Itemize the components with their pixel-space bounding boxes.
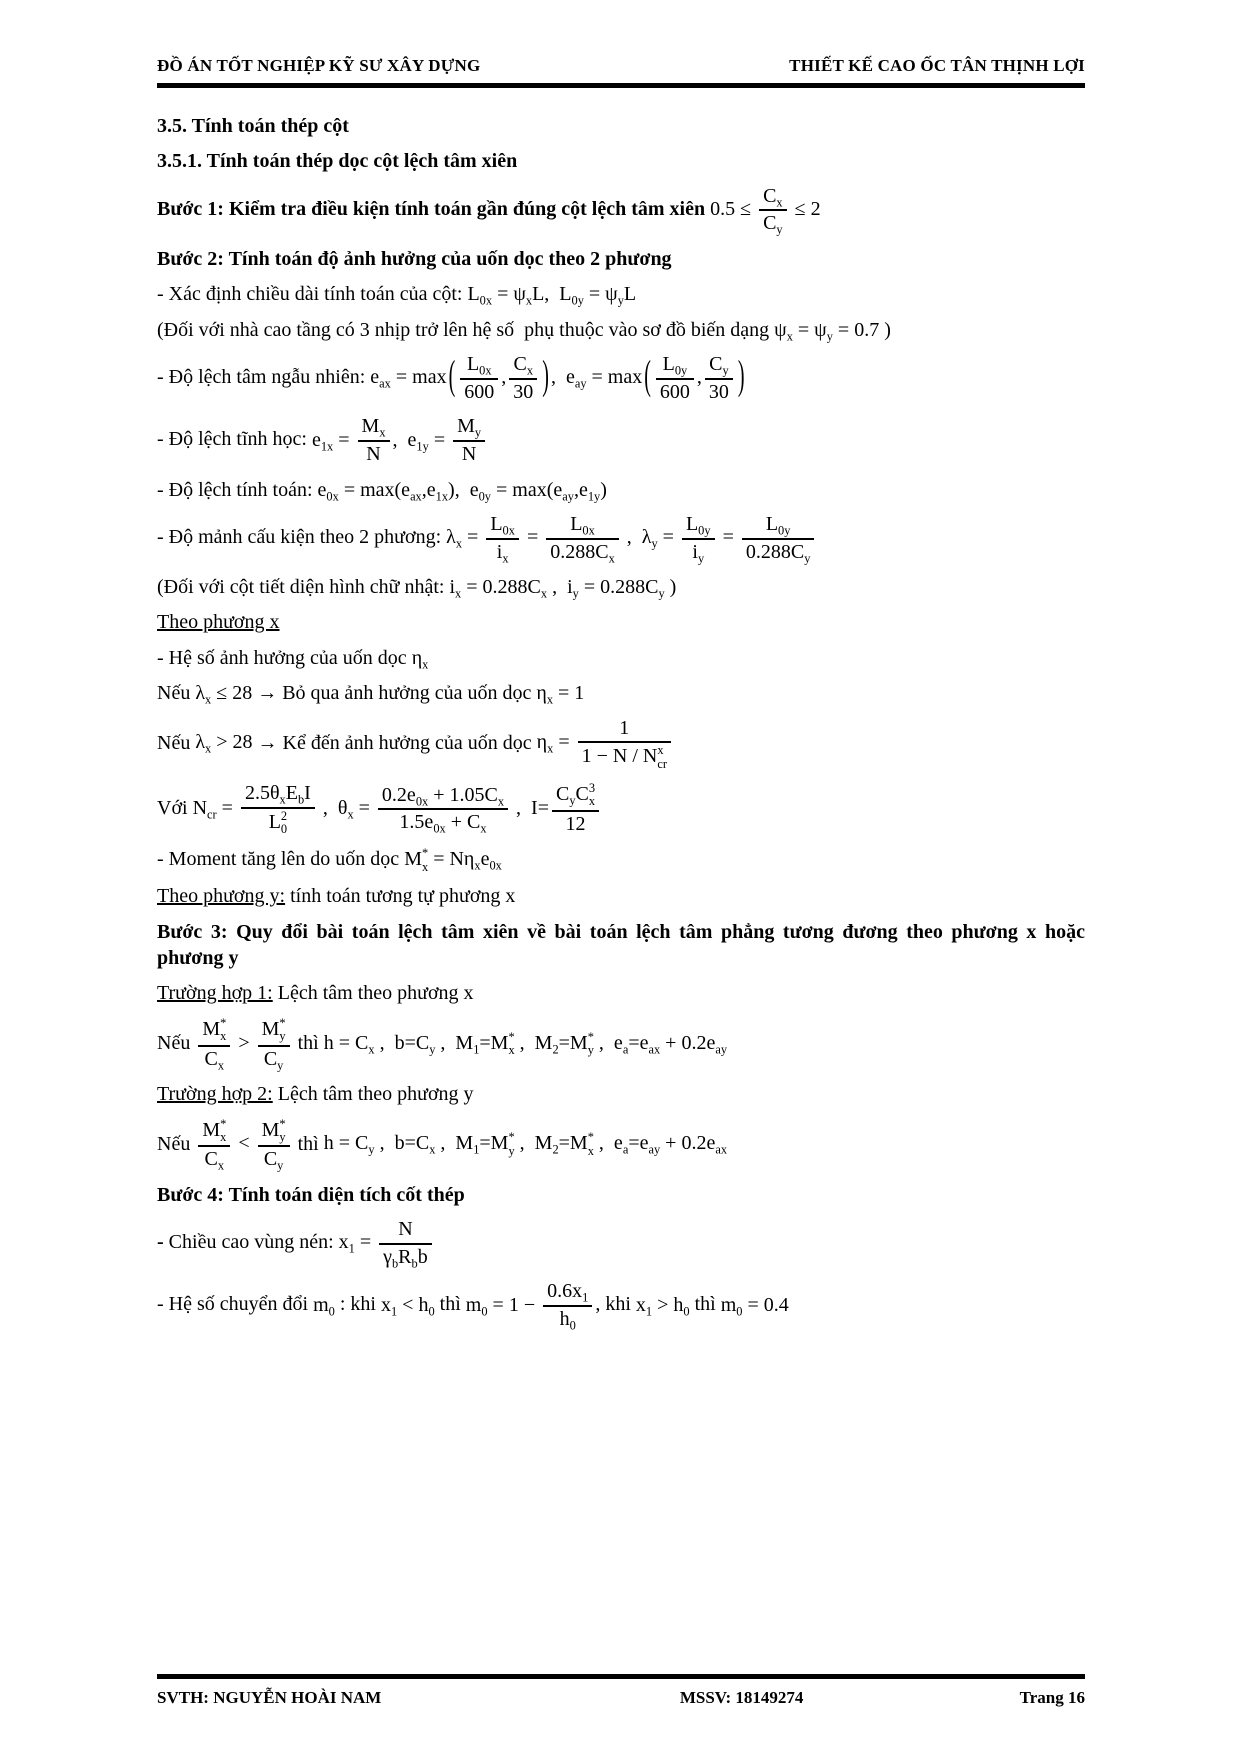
text-run: Theo phương y: [157,885,286,908]
header-left-title: ĐỒ ÁN TỐT NGHIỆP KỸ SƯ XÂY DỰNG [157,56,481,75]
math-formula: $m_0 = 1$ − $\frac{0.6x_1}{h_0}$ [466,1294,596,1316]
section-title [157,113,1085,139]
line-conversion-factor [157,1279,1085,1332]
text-run: (Đối với nhà cao tầng có 3 nhịp trở lên hệ số phụ thuộc vào sơ đồ biến dạng [157,318,775,341]
page-footer [157,1674,1085,1708]
text-run: - Độ mảnh cấu kiện theo 2 phương: [157,526,447,549]
text-run: Bước 2: Tính toán độ ảnh hưởng của uốn dọc theo 2 phương [157,247,672,270]
text-run: tính toán tương tự phương x [285,885,516,908]
math-formula: $\eta_x$ [411,646,429,672]
math-formula: $e_{0x} = \max(e_{ax},e_{1x})$, $e_{0y} = \max(e_{ay},e_{1y})$ [317,478,607,504]
text-run: Trường hợp 1: [157,982,273,1005]
text-run: , khi [595,1293,636,1316]
text-run: Bước 1: Kiểm tra điều kiện tính toán gần đúng cột lệch tâm xiên [157,197,711,220]
footer-page-number: Trang 16 [1019,1688,1085,1707]
line-slenderness [157,512,1085,565]
text-run: thì [292,1132,324,1155]
text-run: Nếu [157,1132,196,1155]
text-run: ) [664,576,677,599]
case-1-heading [157,980,1085,1006]
math-formula: $m_0$ [313,1293,335,1319]
text-run: Nếu [157,682,196,705]
math-formula: 0.5 ≤ $\frac{C_x}{C_y}$ ≤ 2 [710,184,821,238]
heading-direction-x [157,609,1085,635]
text-run: thì [434,1293,466,1316]
math-formula: $\lambda_x$ = $\frac{L_{0x}}{i_x}$ = $\frac{L_{0x}}{0.288C_x}$ , $\lambda_y$ = $\frac{L_{0y}}{i_y}$ = $\frac{L_{0y}}{0.288C_y}$ [446,526,817,548]
line-ncr-formula [157,781,1085,837]
text-run: - [157,1231,169,1254]
step-2-heading [157,246,1085,272]
math-formula: $N_{cr}$ = $2.5\theta_xE_bI$ L 2 0 , $\theta_x$ = $\frac{0.2e_{0x} + 1.05C_x}{1.5e_{0x} + C_x}$ , I= $C_yC$ 3 x 12 [193,797,603,819]
math-formula: $\eta_x$ = 1 1 − N / N x cr [537,731,674,753]
case-2-heading [157,1081,1085,1107]
math-formula: $\lambda_x > 28$ [195,731,253,757]
text-run: : khi [334,1293,381,1316]
step-4-heading [157,1182,1085,1208]
math-formula: $\lambda_x \le 28$ [195,682,253,707]
text-run: - Hệ số ảnh hưởng của uốn dọc [157,646,412,669]
text-run: Lệch tâm theo phương x [272,982,474,1005]
math-formula: $x_1 > h_0$ [635,1293,690,1319]
math-formula: $x_1 < h_0$ [380,1293,435,1319]
text-run: - Độ lệch tâm ngẫu nhiên: [157,366,371,389]
text-run: → Kể đến ảnh hưởng của uốn dọc [252,731,537,754]
math-formula: $h = C_y$ , $b=C_x$ , $M_1=M$ * y , $M_2=M$ * x , $e_a=e_{ay} + 0.2e_{ax}$ [323,1130,728,1158]
note-psi-factor [157,317,1085,343]
line-static-eccentricity [157,414,1085,467]
text-run: 3.5. Tính toán thép cột [157,115,349,137]
subsection-title [157,148,1085,174]
math-formula: $e_{ax} = \max$ ( $\frac{L_{0x}}{600}$ , $\frac{C_x}{30}$ ) , $e_{ay} = \max$ ( $\frac{L_{0y}}{600}$ , $\frac{C_y}{30}$ ) [370,366,746,388]
line-design-eccentricity [157,477,1085,503]
page-header [157,56,1085,88]
math-formula: M * x $C_x$ < M * y $C_y$ [195,1132,292,1154]
math-formula: $\psi_x = \psi_y = 0.7$ [774,318,880,344]
math-formula: $m_0 = 0.4$ [720,1293,789,1319]
text-run: Chiều cao vùng nén: [168,1231,339,1254]
line-lambda-le-28 [157,680,1085,706]
note-rectangular-section [157,574,1085,600]
text-run: Với [157,796,193,819]
text-run: Theo phương x [157,611,280,634]
math-formula: $e_{1x}$ = $\frac{M_x}{N}$ , $e_{1y}$ = $\frac{M_y}{N}$ [312,429,488,451]
math-formula: $\eta_x = 1$ [536,682,585,707]
math-formula: $h = C_x$ , $b=C_y$ , $M_1=M$ * x , $M_2=M$ * y , $e_a=e_{ax} + 0.2e_{ay}$ [323,1029,728,1057]
text-run: ) [879,318,891,341]
document-body [157,88,1085,1674]
text-run: Bước 4: Tính toán diện tích cốt thép [157,1183,465,1206]
text-run: (Đối với cột tiết diện hình chữ nhật: [157,576,450,599]
text-run: → Bỏ qua ảnh hưởng của uốn dọc [252,682,537,705]
math-formula: $x_1$ = $\frac{N}{\gamma_bR_bb}$ [339,1231,435,1253]
text-run: Trường hợp 2: [157,1083,273,1106]
math-formula: $L_{0x} = \psi_xL$, $L_{0y} = \psi_yL$ [467,283,637,309]
line-effective-length [157,281,1085,307]
math-formula: $i_x = 0.288C_x$ , $i_y = 0.288C_y$ [449,576,665,601]
heading-direction-y [157,883,1085,909]
text-run: - Xác định chiều dài tính toán của cột: [157,283,468,306]
text-run: thì [292,1031,324,1054]
math-formula: M * x = $N\eta_xe_{0x}$ [404,846,502,874]
math-formula: M * x $C_x$ > M * y $C_y$ [195,1032,292,1054]
line-accidental-eccentricity [157,352,1085,405]
text-run: thì [689,1293,721,1316]
case-2-formula [157,1117,1085,1173]
line-lambda-gt-28 [157,716,1085,772]
footer-student-id: MSSV: 18149274 [679,1688,804,1707]
header-right-title: THIẾT KẾ CAO ỐC TÂN THỊNH LỢI [789,56,1085,75]
line-buckling-coefficient [157,645,1085,671]
line-compression-zone-height [157,1217,1085,1270]
text-run: - Moment tăng lên do uốn dọc [157,848,405,871]
case-1-formula [157,1016,1085,1072]
line-moment-increase [157,846,1085,874]
text-run: Nếu [157,731,196,754]
step-3-heading [157,919,1085,972]
text-run: Lệch tâm theo phương y [272,1083,474,1106]
text-run: - Độ lệch tính toán: [157,478,318,501]
text-run: - Độ lệch tĩnh học: [157,428,312,451]
text-run: - Hệ số chuyển đổi [157,1293,314,1316]
step-1-heading [157,184,1085,237]
text-run: Nếu [157,1031,196,1054]
footer-author: SVTH: NGUYỄN HOÀI NAM [157,1688,382,1707]
text-run: Bước 3: Quy đổi bài toán lệch tâm xiên về bài toán lệch tâm phẳng tương đương theo phương x hoặc phương y [157,920,1085,969]
text-run: 3.5.1. Tính toán thép dọc cột lệch tâm xiên [157,150,518,173]
